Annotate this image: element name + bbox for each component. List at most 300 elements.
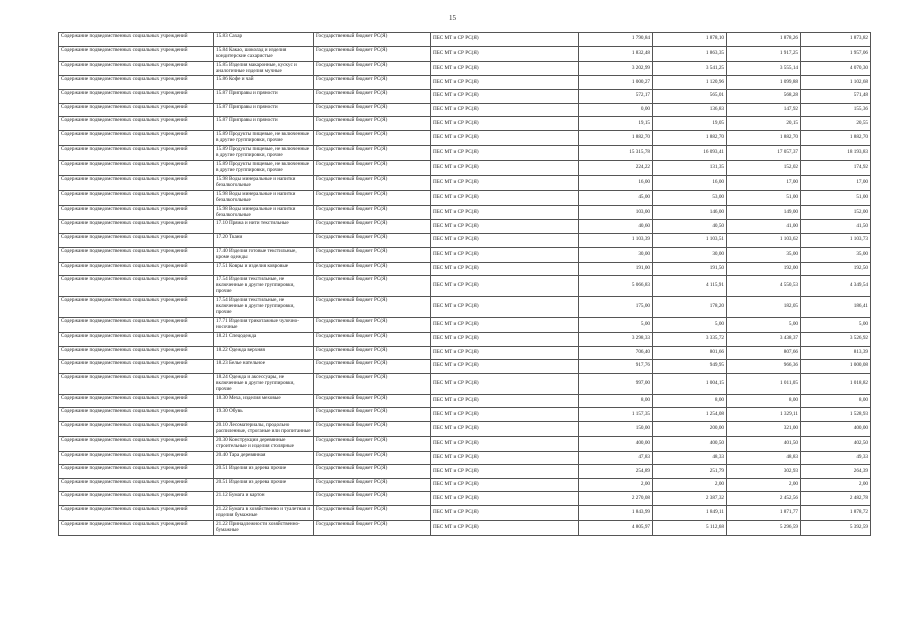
program-cell: ПБС МТ и СР РС(Я) xyxy=(431,234,579,248)
value-2015-cell: 174,92 xyxy=(801,160,871,175)
product-cell: 20.51 Изделия из дерева прочие xyxy=(214,465,314,479)
budget-cell: Государственный бюджет РС(Я) xyxy=(314,408,431,422)
budget-cell: Государственный бюджет РС(Я) xyxy=(314,220,431,234)
budget-cell: Государственный бюджет РС(Я) xyxy=(314,436,431,451)
value-2012-cell: 997,00 xyxy=(579,373,653,394)
value-2015-cell: 400,00 xyxy=(801,421,871,436)
table-row xyxy=(59,297,871,318)
value-2012-cell: 19,15 xyxy=(579,117,653,131)
value-2013-cell: 1 120,96 xyxy=(653,76,727,90)
value-2015-cell: 1 878,72 xyxy=(801,506,871,521)
program-cell: ПБС МТ и СР РС(Я) xyxy=(431,394,579,408)
product-cell: 21.22 Принадлежности хозяйственно-бумажные xyxy=(214,521,314,536)
budget-cell: Государственный бюджет РС(Я) xyxy=(314,276,431,297)
table-row xyxy=(59,318,871,333)
budget-cell: Государственный бюджет РС(Я) xyxy=(314,247,431,262)
value-2013-cell: 1 103,51 xyxy=(653,234,727,248)
org-cell: Содержание подведомственных социальных учреждений xyxy=(59,190,214,205)
org-cell: Содержание подведомственных социальных учреждений xyxy=(59,247,214,262)
value-2014-cell: 17 057,37 xyxy=(727,145,801,160)
budget-cell: Государственный бюджет РС(Я) xyxy=(314,103,431,117)
value-2013-cell: 565,01 xyxy=(653,90,727,104)
value-2013-cell: 3 541,25 xyxy=(653,61,727,76)
value-2013-cell: 251,79 xyxy=(653,465,727,479)
value-2013-cell: 5 112,68 xyxy=(653,521,727,536)
budget-cell: Государственный бюджет РС(Я) xyxy=(314,373,431,394)
product-cell: 17.20 Ткани xyxy=(214,234,314,248)
product-cell: 19.30 Обувь xyxy=(214,408,314,422)
product-cell: 15.87 Приправы и пряности xyxy=(214,90,314,104)
value-2012-cell: 1 882,70 xyxy=(579,130,653,145)
product-cell: 17.40 Изделия готовые текстильные, кроме одежды xyxy=(214,247,314,262)
org-cell: Содержание подведомственных социальных учреждений xyxy=(59,33,214,47)
value-2015-cell: 51,00 xyxy=(801,190,871,205)
value-2014-cell: 182,05 xyxy=(727,297,801,318)
value-2014-cell: 20,15 xyxy=(727,117,801,131)
value-2015-cell: 4 070,30 xyxy=(801,61,871,76)
program-cell: ПБС МТ и СР РС(Я) xyxy=(431,130,579,145)
value-2015-cell: 5 392,59 xyxy=(801,521,871,536)
value-2013-cell: 1 878,10 xyxy=(653,33,727,47)
value-2012-cell: 103,00 xyxy=(579,205,653,220)
value-2012-cell: 150,00 xyxy=(579,421,653,436)
value-2013-cell: 200,00 xyxy=(653,421,727,436)
table-row xyxy=(59,175,871,190)
program-cell: ПБС МТ и СР РС(Я) xyxy=(431,465,579,479)
value-2014-cell: 2 452,56 xyxy=(727,492,801,506)
program-cell: ПБС МТ и СР РС(Я) xyxy=(431,46,579,61)
org-cell: Содержание подведомственных социальных учреждений xyxy=(59,478,214,492)
value-2013-cell: 191,50 xyxy=(653,262,727,276)
budget-cell: Государственный бюджет РС(Я) xyxy=(314,61,431,76)
value-2014-cell: 568,28 xyxy=(727,90,801,104)
program-cell: ПБС МТ и СР РС(Я) xyxy=(431,220,579,234)
product-cell: 15.84 Какао, шоколад и изделия кондитерские сахаристые xyxy=(214,46,314,61)
budget-cell: Государственный бюджет РС(Я) xyxy=(314,117,431,131)
value-2015-cell: 813,39 xyxy=(801,346,871,360)
table-row xyxy=(59,373,871,394)
program-cell: ПБС МТ и СР РС(Я) xyxy=(431,360,579,374)
value-2014-cell: 4 550,53 xyxy=(727,276,801,297)
product-cell: 15.86 Кофе и чай xyxy=(214,76,314,90)
value-2012-cell: 45,00 xyxy=(579,190,653,205)
budget-cell: Государственный бюджет РС(Я) xyxy=(314,46,431,61)
budget-cell: Государственный бюджет РС(Я) xyxy=(314,465,431,479)
program-cell: ПБС МТ и СР РС(Я) xyxy=(431,332,579,346)
org-cell: Содержание подведомственных социальных учреждений xyxy=(59,175,214,190)
value-2015-cell: 2,00 xyxy=(801,478,871,492)
value-2013-cell: 136,83 xyxy=(653,103,727,117)
value-2012-cell: 1 103,39 xyxy=(579,234,653,248)
program-cell: ПБС МТ и СР РС(Я) xyxy=(431,297,579,318)
program-cell: ПБС МТ и СР РС(Я) xyxy=(431,160,579,175)
value-2015-cell: 41,50 xyxy=(801,220,871,234)
org-cell: Содержание подведомственных социальных учреждений xyxy=(59,421,214,436)
product-cell: 18.30 Меха, изделия меховые xyxy=(214,394,314,408)
product-cell: 15.98 Воды минеральные и напитки безалкогольные xyxy=(214,175,314,190)
budget-cell: Государственный бюджет РС(Я) xyxy=(314,332,431,346)
value-2015-cell: 35,00 xyxy=(801,247,871,262)
program-cell: ПБС МТ и СР РС(Я) xyxy=(431,478,579,492)
value-2015-cell: 1 528,93 xyxy=(801,408,871,422)
org-cell: Содержание подведомственных социальных учреждений xyxy=(59,408,214,422)
value-2014-cell: 321,00 xyxy=(727,421,801,436)
value-2013-cell: 3 335,72 xyxy=(653,332,727,346)
value-2013-cell: 801,66 xyxy=(653,346,727,360)
value-2014-cell: 8,00 xyxy=(727,394,801,408)
table-row xyxy=(59,205,871,220)
value-2013-cell: 1 863,35 xyxy=(653,46,727,61)
value-2012-cell: 15 315,78 xyxy=(579,145,653,160)
program-cell: ПБС МТ и СР РС(Я) xyxy=(431,492,579,506)
table-row xyxy=(59,276,871,297)
product-cell: 20.10 Лесоматериалы, продольно распиленные, строганые или пропитанные xyxy=(214,421,314,436)
org-cell: Содержание подведомственных социальных учреждений xyxy=(59,360,214,374)
product-cell: 15.98 Воды минеральные и напитки безалкогольные xyxy=(214,190,314,205)
budget-cell: Государственный бюджет РС(Я) xyxy=(314,521,431,536)
budget-cell: Государственный бюджет РС(Я) xyxy=(314,394,431,408)
org-cell: Содержание подведомственных социальных учреждений xyxy=(59,373,214,394)
org-cell: Содержание подведомственных социальных учреждений xyxy=(59,76,214,90)
value-2012-cell: 191,00 xyxy=(579,262,653,276)
value-2013-cell: 53,00 xyxy=(653,190,727,205)
value-2012-cell: 400,00 xyxy=(579,436,653,451)
program-cell: ПБС МТ и СР РС(Я) xyxy=(431,262,579,276)
value-2015-cell: 20,55 xyxy=(801,117,871,131)
org-cell: Содержание подведомственных социальных учреждений xyxy=(59,130,214,145)
table-row xyxy=(59,76,871,90)
value-2013-cell: 1 004,15 xyxy=(653,373,727,394)
value-2015-cell: 1 957,06 xyxy=(801,46,871,61)
value-2015-cell: 152,00 xyxy=(801,205,871,220)
program-cell: ПБС МТ и СР РС(Я) xyxy=(431,117,579,131)
value-2012-cell: 572,17 xyxy=(579,90,653,104)
value-2012-cell: 47,83 xyxy=(579,451,653,465)
program-cell: ПБС МТ и СР РС(Я) xyxy=(431,145,579,160)
table-row xyxy=(59,190,871,205)
value-2015-cell: 186,41 xyxy=(801,297,871,318)
org-cell: Содержание подведомственных социальных учреждений xyxy=(59,465,214,479)
value-2015-cell: 17,00 xyxy=(801,175,871,190)
value-2012-cell: 254,89 xyxy=(579,465,653,479)
budget-cell: Государственный бюджет РС(Я) xyxy=(314,90,431,104)
value-2015-cell: 18 193,83 xyxy=(801,145,871,160)
value-2015-cell: 1 000,08 xyxy=(801,360,871,374)
org-cell: Содержание подведомственных социальных учреждений xyxy=(59,46,214,61)
value-2014-cell: 48,83 xyxy=(727,451,801,465)
product-cell: 15.87 Приправы и пряности xyxy=(214,117,314,131)
program-cell: ПБС МТ и СР РС(Я) xyxy=(431,451,579,465)
value-2014-cell: 3 555,14 xyxy=(727,61,801,76)
program-cell: ПБС МТ и СР РС(Я) xyxy=(431,103,579,117)
table-row xyxy=(59,220,871,234)
org-cell: Содержание подведомственных социальных учреждений xyxy=(59,297,214,318)
budget-cell: Государственный бюджет РС(Я) xyxy=(314,360,431,374)
value-2012-cell: 1 000,27 xyxy=(579,76,653,90)
value-2013-cell: 19,05 xyxy=(653,117,727,131)
value-2014-cell: 5,00 xyxy=(727,318,801,333)
value-2015-cell: 402,50 xyxy=(801,436,871,451)
table-row xyxy=(59,421,871,436)
value-2012-cell: 1 157,35 xyxy=(579,408,653,422)
org-cell: Содержание подведомственных социальных учреждений xyxy=(59,234,214,248)
value-2013-cell: 2,00 xyxy=(653,478,727,492)
budget-cell: Государственный бюджет РС(Я) xyxy=(314,346,431,360)
budget-cell: Государственный бюджет РС(Я) xyxy=(314,506,431,521)
table-row xyxy=(59,465,871,479)
program-cell: ПБС МТ и СР РС(Я) xyxy=(431,190,579,205)
value-2013-cell: 40,50 xyxy=(653,220,727,234)
product-cell: 15.87 Приправы и пряности xyxy=(214,103,314,117)
org-cell: Содержание подведомственных социальных учреждений xyxy=(59,492,214,506)
table-row xyxy=(59,46,871,61)
budget-cell: Государственный бюджет РС(Я) xyxy=(314,190,431,205)
value-2015-cell: 192,50 xyxy=(801,262,871,276)
table-row xyxy=(59,117,871,131)
value-2015-cell: 1 102,68 xyxy=(801,76,871,90)
value-2013-cell: 5,00 xyxy=(653,318,727,333)
value-2012-cell: 40,60 xyxy=(579,220,653,234)
budget-cell: Государственный бюджет РС(Я) xyxy=(314,175,431,190)
table-row xyxy=(59,394,871,408)
table-row xyxy=(59,262,871,276)
product-cell: 17.54 Изделия текстильные, не включенные в другие группировки, прочие xyxy=(214,276,314,297)
value-2014-cell: 966,36 xyxy=(727,360,801,374)
value-2013-cell: 949,95 xyxy=(653,360,727,374)
table-row xyxy=(59,451,871,465)
value-2014-cell: 1 878,26 xyxy=(727,33,801,47)
org-cell: Содержание подведомственных социальных учреждений xyxy=(59,61,214,76)
table-row xyxy=(59,33,871,47)
value-2013-cell: 131,35 xyxy=(653,160,727,175)
value-2013-cell: 400,50 xyxy=(653,436,727,451)
value-2015-cell: 1 103,73 xyxy=(801,234,871,248)
budget-cell: Государственный бюджет РС(Я) xyxy=(314,492,431,506)
value-2014-cell: 5 296,59 xyxy=(727,521,801,536)
program-cell: ПБС МТ и СР РС(Я) xyxy=(431,61,579,76)
org-cell: Содержание подведомственных социальных учреждений xyxy=(59,205,214,220)
value-2014-cell: 147,92 xyxy=(727,103,801,117)
org-cell: Содержание подведомственных социальных учреждений xyxy=(59,436,214,451)
value-2014-cell: 807,66 xyxy=(727,346,801,360)
product-cell: 15.89 Продукты пищевые, не включенные в другие группировки, прочие xyxy=(214,145,314,160)
value-2012-cell: 917,76 xyxy=(579,360,653,374)
budget-table xyxy=(58,32,871,536)
value-2012-cell: 5 066,83 xyxy=(579,276,653,297)
value-2012-cell: 2 270,08 xyxy=(579,492,653,506)
budget-cell: Государственный бюджет РС(Я) xyxy=(314,33,431,47)
table-row xyxy=(59,234,871,248)
value-2012-cell: 8,00 xyxy=(579,394,653,408)
program-cell: ПБС МТ и СР РС(Я) xyxy=(431,33,579,47)
program-cell: ПБС МТ и СР РС(Я) xyxy=(431,276,579,297)
value-2012-cell: 3 202,99 xyxy=(579,61,653,76)
value-2013-cell: 1 849,11 xyxy=(653,506,727,521)
table-row xyxy=(59,90,871,104)
value-2014-cell: 152,02 xyxy=(727,160,801,175)
product-cell: 20.40 Тара деревянная xyxy=(214,451,314,465)
table-row xyxy=(59,436,871,451)
value-2014-cell: 302,93 xyxy=(727,465,801,479)
product-cell: 15.83 Сахар xyxy=(214,33,314,47)
value-2012-cell: 224,22 xyxy=(579,160,653,175)
value-2013-cell: 1 254,08 xyxy=(653,408,727,422)
value-2015-cell: 1 873,82 xyxy=(801,33,871,47)
value-2015-cell: 8,00 xyxy=(801,394,871,408)
program-cell: ПБС МТ и СР РС(Я) xyxy=(431,521,579,536)
value-2013-cell: 146,00 xyxy=(653,205,727,220)
value-2014-cell: 17,00 xyxy=(727,175,801,190)
org-cell: Содержание подведомственных социальных учреждений xyxy=(59,90,214,104)
org-cell: Содержание подведомственных социальных учреждений xyxy=(59,506,214,521)
table-row xyxy=(59,61,871,76)
value-2014-cell: 192,00 xyxy=(727,262,801,276)
program-cell: ПБС МТ и СР РС(Я) xyxy=(431,373,579,394)
table-row xyxy=(59,103,871,117)
value-2014-cell: 1 882,70 xyxy=(727,130,801,145)
value-2013-cell: 16,00 xyxy=(653,175,727,190)
value-2015-cell: 1 882,70 xyxy=(801,130,871,145)
value-2012-cell: 175,00 xyxy=(579,297,653,318)
program-cell: ПБС МТ и СР РС(Я) xyxy=(431,205,579,220)
value-2013-cell: 4 115,91 xyxy=(653,276,727,297)
value-2014-cell: 149,00 xyxy=(727,205,801,220)
value-2012-cell: 1 832,48 xyxy=(579,46,653,61)
table-row xyxy=(59,160,871,175)
budget-cell: Государственный бюджет РС(Я) xyxy=(314,130,431,145)
org-cell: Содержание подведомственных социальных учреждений xyxy=(59,117,214,131)
value-2012-cell: 16,00 xyxy=(579,175,653,190)
value-2015-cell: 264,39 xyxy=(801,465,871,479)
product-cell: 15.85 Изделия макаронные, кускус и аналогичные изделия мучные xyxy=(214,61,314,76)
org-cell: Содержание подведомственных социальных учреждений xyxy=(59,276,214,297)
product-cell: 21.22 Бумага в хозяйственно и туалетная и изделия бумажные xyxy=(214,506,314,521)
program-cell: ПБС МТ и СР РС(Я) xyxy=(431,76,579,90)
org-cell: Содержание подведомственных социальных учреждений xyxy=(59,220,214,234)
value-2014-cell: 41,00 xyxy=(727,220,801,234)
table-row xyxy=(59,492,871,506)
product-cell: 15.98 Воды минеральные и напитки безалкогольные xyxy=(214,205,314,220)
program-cell: ПБС МТ и СР РС(Я) xyxy=(431,175,579,190)
value-2012-cell: 1 843,99 xyxy=(579,506,653,521)
value-2012-cell: 4 805,97 xyxy=(579,521,653,536)
table-row xyxy=(59,521,871,536)
table-row xyxy=(59,247,871,262)
program-cell: ПБС МТ и СР РС(Я) xyxy=(431,436,579,451)
value-2013-cell: 30,00 xyxy=(653,247,727,262)
value-2015-cell: 155,36 xyxy=(801,103,871,117)
value-2012-cell: 2,00 xyxy=(579,478,653,492)
org-cell: Содержание подведомственных социальных учреждений xyxy=(59,145,214,160)
value-2015-cell: 4 349,54 xyxy=(801,276,871,297)
value-2014-cell: 51,00 xyxy=(727,190,801,205)
program-cell: ПБС МТ и СР РС(Я) xyxy=(431,506,579,521)
product-cell: 15.89 Продукты пищевые, не включенные в другие группировки, прочие xyxy=(214,130,314,145)
page-number: 15 xyxy=(449,14,456,22)
value-2012-cell: 30,00 xyxy=(579,247,653,262)
table-row xyxy=(59,408,871,422)
org-cell: Содержание подведомственных социальных учреждений xyxy=(59,521,214,536)
value-2013-cell: 2 387,32 xyxy=(653,492,727,506)
org-cell: Содержание подведомственных социальных учреждений xyxy=(59,332,214,346)
table-row xyxy=(59,506,871,521)
org-cell: Содержание подведомственных социальных учреждений xyxy=(59,394,214,408)
value-2012-cell: 3 298,33 xyxy=(579,332,653,346)
value-2012-cell: 0,00 xyxy=(579,103,653,117)
value-2014-cell: 2,00 xyxy=(727,478,801,492)
product-cell: 18.22 Одежда верхняя xyxy=(214,346,314,360)
product-cell: 15.89 Продукты пищевые, не включенные в другие группировки, прочие xyxy=(214,160,314,175)
budget-cell: Государственный бюджет РС(Я) xyxy=(314,318,431,333)
value-2014-cell: 1 011,05 xyxy=(727,373,801,394)
org-cell: Содержание подведомственных социальных учреждений xyxy=(59,318,214,333)
program-cell: ПБС МТ и СР РС(Я) xyxy=(431,90,579,104)
product-cell: 20.51 Изделия из дерева прочие xyxy=(214,478,314,492)
program-cell: ПБС МТ и СР РС(Я) xyxy=(431,408,579,422)
value-2015-cell: 5,00 xyxy=(801,318,871,333)
value-2012-cell: 1 790,84 xyxy=(579,33,653,47)
table-row xyxy=(59,332,871,346)
product-cell: 18.24 Одежда и аксессуары, не включенные в другие группировки, прочие xyxy=(214,373,314,394)
value-2013-cell: 1 882,70 xyxy=(653,130,727,145)
budget-cell: Государственный бюджет РС(Я) xyxy=(314,262,431,276)
program-cell: ПБС МТ и СР РС(Я) xyxy=(431,247,579,262)
org-cell: Содержание подведомственных социальных учреждений xyxy=(59,451,214,465)
product-cell: 17.71 Изделия трикотажные чулочно-носочные xyxy=(214,318,314,333)
product-cell: 20.30 Конструкции деревянные строительные и изделия столярные xyxy=(214,436,314,451)
program-cell: ПБС МТ и СР РС(Я) xyxy=(431,421,579,436)
value-2013-cell: 8,00 xyxy=(653,394,727,408)
budget-cell: Государственный бюджет РС(Я) xyxy=(314,478,431,492)
budget-cell: Государственный бюджет РС(Я) xyxy=(314,451,431,465)
value-2012-cell: 706,40 xyxy=(579,346,653,360)
org-cell: Содержание подведомственных социальных учреждений xyxy=(59,346,214,360)
value-2012-cell: 5,00 xyxy=(579,318,653,333)
product-cell: 18.23 Белье нательное xyxy=(214,360,314,374)
product-cell: 21.12 Бумага и картон xyxy=(214,492,314,506)
value-2014-cell: 1 103,62 xyxy=(727,234,801,248)
value-2013-cell: 178,20 xyxy=(653,297,727,318)
value-2015-cell: 3 526,92 xyxy=(801,332,871,346)
value-2015-cell: 49,33 xyxy=(801,451,871,465)
table-row xyxy=(59,346,871,360)
budget-cell: Государственный бюджет РС(Я) xyxy=(314,421,431,436)
budget-cell: Государственный бюджет РС(Я) xyxy=(314,76,431,90)
value-2013-cell: 48,33 xyxy=(653,451,727,465)
budget-cell: Государственный бюджет РС(Я) xyxy=(314,145,431,160)
org-cell: Содержание подведомственных социальных учреждений xyxy=(59,262,214,276)
value-2014-cell: 1 329,11 xyxy=(727,408,801,422)
table-row xyxy=(59,360,871,374)
budget-cell: Государственный бюджет РС(Я) xyxy=(314,205,431,220)
value-2015-cell: 1 018,82 xyxy=(801,373,871,394)
budget-cell: Государственный бюджет РС(Я) xyxy=(314,297,431,318)
value-2014-cell: 1 871,77 xyxy=(727,506,801,521)
budget-cell: Государственный бюджет РС(Я) xyxy=(314,234,431,248)
budget-cell: Государственный бюджет РС(Я) xyxy=(314,160,431,175)
table-row xyxy=(59,478,871,492)
product-cell: 17.54 Изделия текстильные, не включенные в другие группировки, прочие xyxy=(214,297,314,318)
value-2014-cell: 3 438,37 xyxy=(727,332,801,346)
value-2014-cell: 1 099,88 xyxy=(727,76,801,90)
program-cell: ПБС МТ и СР РС(Я) xyxy=(431,346,579,360)
product-cell: 17.51 Ковры и изделия ковровые xyxy=(214,262,314,276)
org-cell: Содержание подведомственных социальных учреждений xyxy=(59,160,214,175)
table-row xyxy=(59,130,871,145)
program-cell: ПБС МТ и СР РС(Я) xyxy=(431,318,579,333)
value-2014-cell: 1 917,25 xyxy=(727,46,801,61)
value-2014-cell: 401,50 xyxy=(727,436,801,451)
